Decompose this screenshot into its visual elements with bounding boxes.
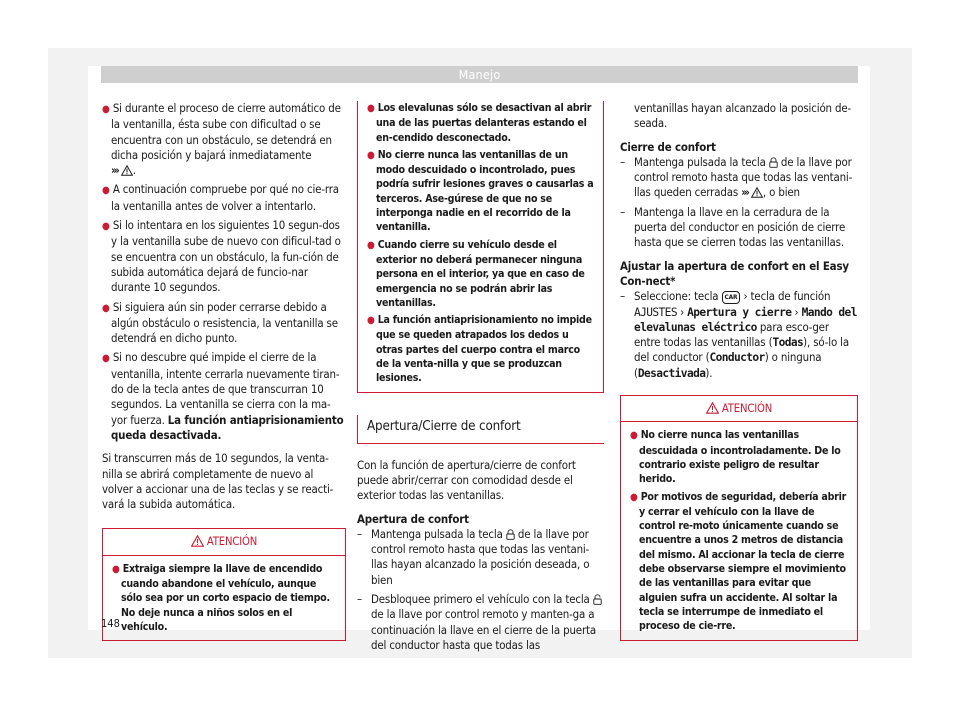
warning-item: ● Extraiga siempre la llave de encendido cuando abandone el vehículo, aunque sólo sea por un corto espacio de tiempo. No deje nunca a niños solos en el vehículo. — [112, 562, 330, 633]
page-header: Manejo — [101, 66, 858, 83]
lock-key-icon — [506, 529, 515, 540]
subheading: Ajustar la apertura de confort en el Easy Con-nect* — [620, 258, 849, 288]
warning-triangle-icon — [121, 165, 133, 176]
bullet-item: ● Si lo intentara en los siguientes 10 segun-dos y la ventanilla sube de nuevo con dificul-tad o se encuentra con un obstáculo, la fun-ción de subida automática dejará de funcio-nar durante 10 segundos. — [102, 218, 341, 295]
dash-item: – Mantenga pulsada la tecla de la llave por control remoto hasta que todas las ventani-llas queden cerradas ››› , o bien — [620, 154, 853, 200]
warning-item: ● No cierre nunca las ventanillas de un modo descuidado o incontrolado, pues podría sufrir lesiones graves o causarlas a terceros. Ase-gúrese de que no se interponga nadie en el recorrido de la ventanilla. — [367, 148, 594, 234]
warning-item: ● Los elevalunas sólo se desactivan al abrir una de las puertas delanteras estando el en-cendido desconectado. — [367, 102, 592, 144]
bullet-icon: ● — [367, 103, 375, 114]
warning-title: ATENCIÓN — [721, 402, 773, 416]
unlock-key-icon — [593, 594, 602, 605]
warning-box-continued — [357, 101, 604, 393]
paragraph: ventanillas hayan alcanzado la posición de-seada. — [634, 101, 852, 131]
bullet-item: ● Si no descubre qué impide el cierre de la ventanilla, intente cerrarla nuevamente tiran-do de la tecla antes de que transcurran 10 segundos. La ventanilla se cierra con la ma-yor fuerza. La función antiaprisionamiento queda desactivada. — [102, 350, 344, 442]
warning-item: ● Cuando cierre su vehículo desde el exterior no deberá permanecer ninguna persona en el interior, ya que en caso de emergencia no se podrán abrir las ventanillas. — [367, 238, 585, 309]
column-2 — [357, 101, 604, 653]
bullet-icon: ● — [630, 491, 638, 503]
bullet-item: ● Si durante el proceso de cierre automático de la ventanilla, ésta sube con dificultad o se encuentra con un obstáculo, se detendrá en dicha posición y bajará inmediatamente ››› . — [102, 101, 341, 178]
divider — [621, 421, 857, 422]
reference-arrow-icon: ››› — [111, 163, 118, 178]
warning-triangle-icon — [706, 402, 719, 414]
bullet-icon: ● — [367, 149, 375, 161]
warning-box — [620, 395, 858, 640]
bullet-icon: ● — [102, 353, 110, 365]
warning-triangle-icon — [751, 187, 763, 198]
section-title: Apertura/Cierre de confort — [357, 415, 604, 444]
column-1 — [102, 101, 346, 641]
page-number: 148 — [101, 617, 120, 630]
bullet-icon: ● — [102, 185, 110, 197]
car-key-icon: CAR — [722, 291, 741, 304]
bullet-icon: ● — [102, 302, 110, 314]
reference-arrow-icon: ››› — [741, 185, 748, 200]
dash-item: – Desbloquee primero el vehículo con la tecla de la llave por control remoto y manten-ga a continuación la llave en el cierre de la puerta del conductor hasta que todas las — [357, 592, 604, 653]
dash-item: – Mantenga la llave en la cerradura de la puerta del conductor en posición de cierre hasta que se cierren todas las ventanillas. — [620, 204, 846, 250]
warning-item: ● No cierre nunca las ventanillas descuidada o incontroladamente. De lo contrario existe peligro de resultar herido. — [630, 429, 841, 486]
bullet-item: ● A continuación compruebe por qué no cie-rra la ventanilla antes de volver a intentarlo. — [102, 182, 339, 213]
section-heading — [357, 415, 604, 444]
dash-item: – Seleccione: tecla CAR › tecla de función AJUSTES › Apertura y cierre › Mando del elevalunas eléctrico para esco-ger entre todas las ventanillas (Todas), só-lo la del conductor (Conductor) o ninguna (Desactivada). — [620, 289, 857, 380]
warning-box — [102, 528, 346, 641]
lock-key-icon — [769, 157, 778, 168]
divider — [103, 555, 345, 556]
warning-item: ● Por motivos de seguridad, debería abrir y cerrar el vehículo con la llave de control re-moto únicamente cuando se encuentre a unos 2 metros de distancia del mismo. Al accionar la tecla de cierre debe observarse siempre el movimiento de las ventanillas para evitar que alguien sufra un accidente. Al soltar la tecla se interrumpe de inmediato el proceso de cie-rre. — [630, 490, 847, 633]
warning-triangle-icon — [191, 535, 204, 547]
bullet-icon: ● — [630, 430, 638, 442]
bullet-icon: ● — [102, 221, 110, 233]
bullet-icon: ● — [112, 563, 120, 575]
bullet-icon: ● — [102, 104, 110, 115]
dash-item: – Mantenga pulsada la tecla de la llave por control remoto hasta que todas las ventani-llas hayan alcanzado la posición deseada, o bien — [357, 526, 590, 587]
bullet-icon: ● — [367, 315, 375, 327]
subheading: Cierre de confort — [620, 139, 716, 154]
bullet-item: ● Si siguiera aún sin poder cerrarse debido a algún obstáculo o resistencia, la ventanilla se detendrá en dicho punto. — [102, 299, 338, 346]
warning-item: ● La función antiaprisionamiento no impide que se queden atrapados los dedos u otras partes del cuerpo contra el marco de la venta-nilla y que se produzcan lesiones. — [367, 314, 592, 385]
paragraph: Si transcurren más de 10 segundos, la venta-nilla se abrirá completamente de nuevo al volver a accionar una de las teclas y se reacti-vará la subida automática. — [102, 451, 334, 512]
column-3 — [620, 101, 858, 641]
warning-title: ATENCIÓN — [206, 535, 258, 549]
subheading: Apertura de confort — [357, 511, 469, 526]
paragraph: Con la función de apertura/cierre de confort puede abrir/cerrar con comodidad desde el exterior todas las ventanillas. — [357, 457, 576, 503]
bullet-icon: ● — [367, 239, 375, 251]
